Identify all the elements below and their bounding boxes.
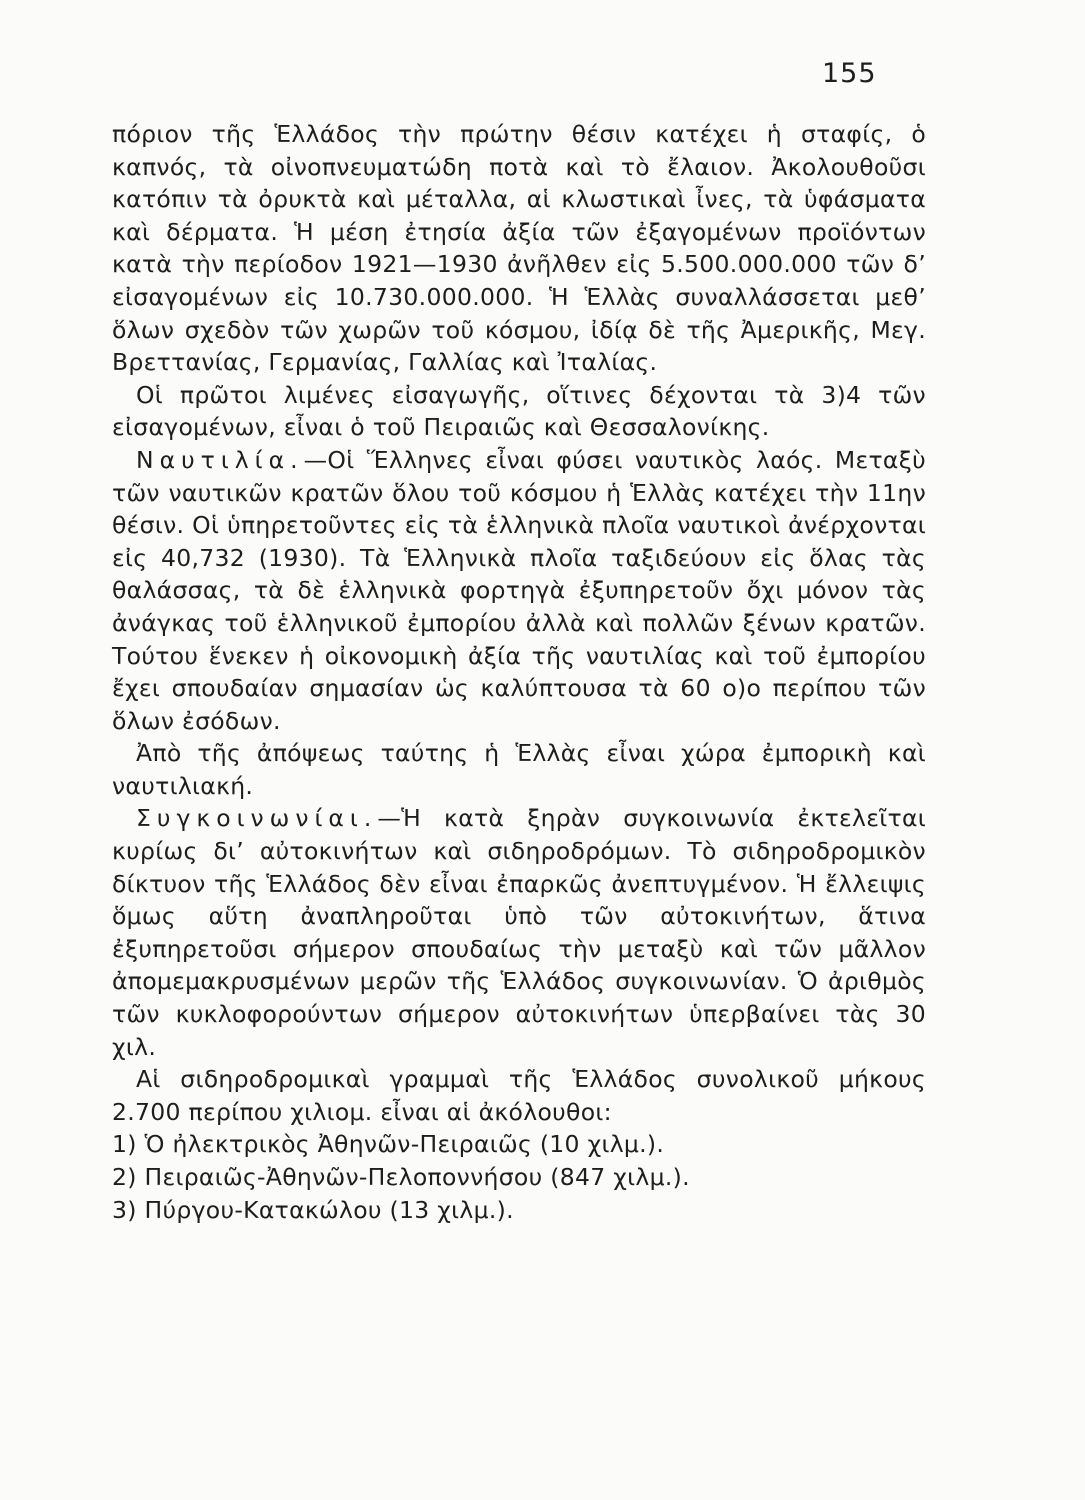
- railway-list: [112, 1128, 926, 1226]
- paragraph-communications-text: —Ἡ κατὰ ξηρὰν συγκοινωνία ἐκτελεῖται κυρίως δι’ αὐτοκινήτων καὶ σιδηροδρόμων. Τὸ σιδηροδρομικὸν δίκτυον τῆς Ἑλλάδος δὲν εἶναι ἐπαρκῶς ἀνεπτυγμένον. Ἡ ἔλλειψις ὅμως αὕτη ἀναπληροῦται ὑπὸ τῶν αὐτοκινήτων, ἅτινα ἐξυπηρετοῦσι σήμερον σπουδαίως τὴν μεταξὺ καὶ τῶν μᾶλλον ἀπομεμακρυσμένων μερῶν τῆς Ἑλλάδος συγκοινωνίαν. Ὁ ἀριθμὸς τῶν κυκλοφορούντων σήμερον αὐτοκινήτων ὑπερβαίνει τὰς 30 χιλ.: [112, 804, 926, 1061]
- paragraph-ports: Οἱ πρῶτοι λιμένες εἰσαγωγῆς, οἵτινες δέχονται τὰ 3)4 τῶν εἰσαγομένων, εἶναι ὁ τοῦ Πειραιῶς καὶ Θεσσαλονίκης.: [112, 380, 926, 442]
- list-item: 2) Πειραιῶς-Ἀθηνῶν-Πελοποννήσου (847 χιλμ.).: [112, 1163, 690, 1191]
- paragraph-shipping: [112, 444, 926, 737]
- list-item: 3) Πύργου-Κατακώλου (13 χιλμ.).: [112, 1195, 514, 1224]
- body-text: [112, 118, 926, 1226]
- section-heading-communications: Συγκοινωνίαι.: [136, 804, 378, 833]
- paragraph-exports: πόριον τῆς Ἑλλάδος τὴν πρώτην θέσιν κατέχει ἡ σταφίς, ὁ καπνός, τὰ οἰνοπνευματώδη ποτὰ καὶ τὸ ἔλαιον. Ἀκολουθοῦσι κατόπιν τὰ ὀρυκτὰ καὶ μέταλλα, αἱ κλωστικαὶ ἶνες, τὰ ὑφάσματα καὶ δέρματα. Ἡ μέση ἐτησία ἀξία τῶν ἐξαγομένων προϊόντων κατὰ τὴν περίοδον 1921—1930 ἀνῆλθεν εἰς 5.500.000.000 τῶν δ’ εἰσαγομένων εἰς 10.730.000.000. Ἡ Ἑλλὰς συναλλάσσεται μεθ’ ὅλων σχεδὸν τῶν χωρῶν τοῦ κόσμου, ἰδίᾳ δὲ τῆς Ἀμερικῆς, Μεγ. Βρεττανίας, Γερμανίας, Γαλλίας καὶ Ἰταλίας.: [112, 120, 926, 377]
- paragraph-shipping-text: —Οἱ Ἕλληνες εἶναι φύσει ναυτικὸς λαός. Μεταξὺ τῶν ναυτικῶν κρατῶν ὅλου τοῦ κόσμου ἡ Ἑλλὰς κατέχει τὴν 11ην θέσιν. Οἱ ὑπηρετοῦντες εἰς τὰ ἑλληνικὰ πλοῖα ναυτικοὶ ἀνέρχονται εἰς 40,732 (1930). Τὰ Ἑλληνικὰ πλοῖα ταξιδεύουν εἰς ὅλας τὰς θαλάσσας, τὰ δὲ ἑλληνικὰ φορτηγὰ ἐξυπηρετοῦν ὄχι μόνον τὰς ἀνάγκας τοῦ ἑλληνικοῦ ἐμπορίου ἀλλὰ καὶ πολλῶν ξένων κρατῶν. Τούτου ἕνεκεν ἡ οἰκονομικὴ ἀξία τῆς ναυτιλίας καὶ τοῦ ἐμπορίου ἔχει σπουδαίαν σημασίαν ὡς καλύπτουσα τὰ 60 ο)ο περίπου τῶν ὅλων ἐσόδων.: [112, 445, 926, 735]
- paragraph-commercial: Ἀπὸ τῆς ἀπόψεως ταύτης ἡ Ἑλλὰς εἶναι χώρα ἐμπορικὴ καὶ ναυτιλιακή.: [112, 739, 926, 800]
- section-heading-shipping: Ναυτιλία.: [136, 445, 304, 474]
- list-item: 1) Ὁ ἠλεκτρικὸς Ἀθηνῶν-Πειραιῶς (10 χιλμ.).: [112, 1130, 665, 1159]
- paragraph-communications: [112, 802, 926, 1063]
- page-number: 155: [822, 58, 877, 89]
- paragraph-railways: Αἱ σιδηροδρομικαὶ γραμμαὶ τῆς Ἑλλάδος συνολικοῦ μήκους 2.700 περίπου χιλιομ. εἶναι αἱ ἀκόλουθοι:: [112, 1065, 926, 1126]
